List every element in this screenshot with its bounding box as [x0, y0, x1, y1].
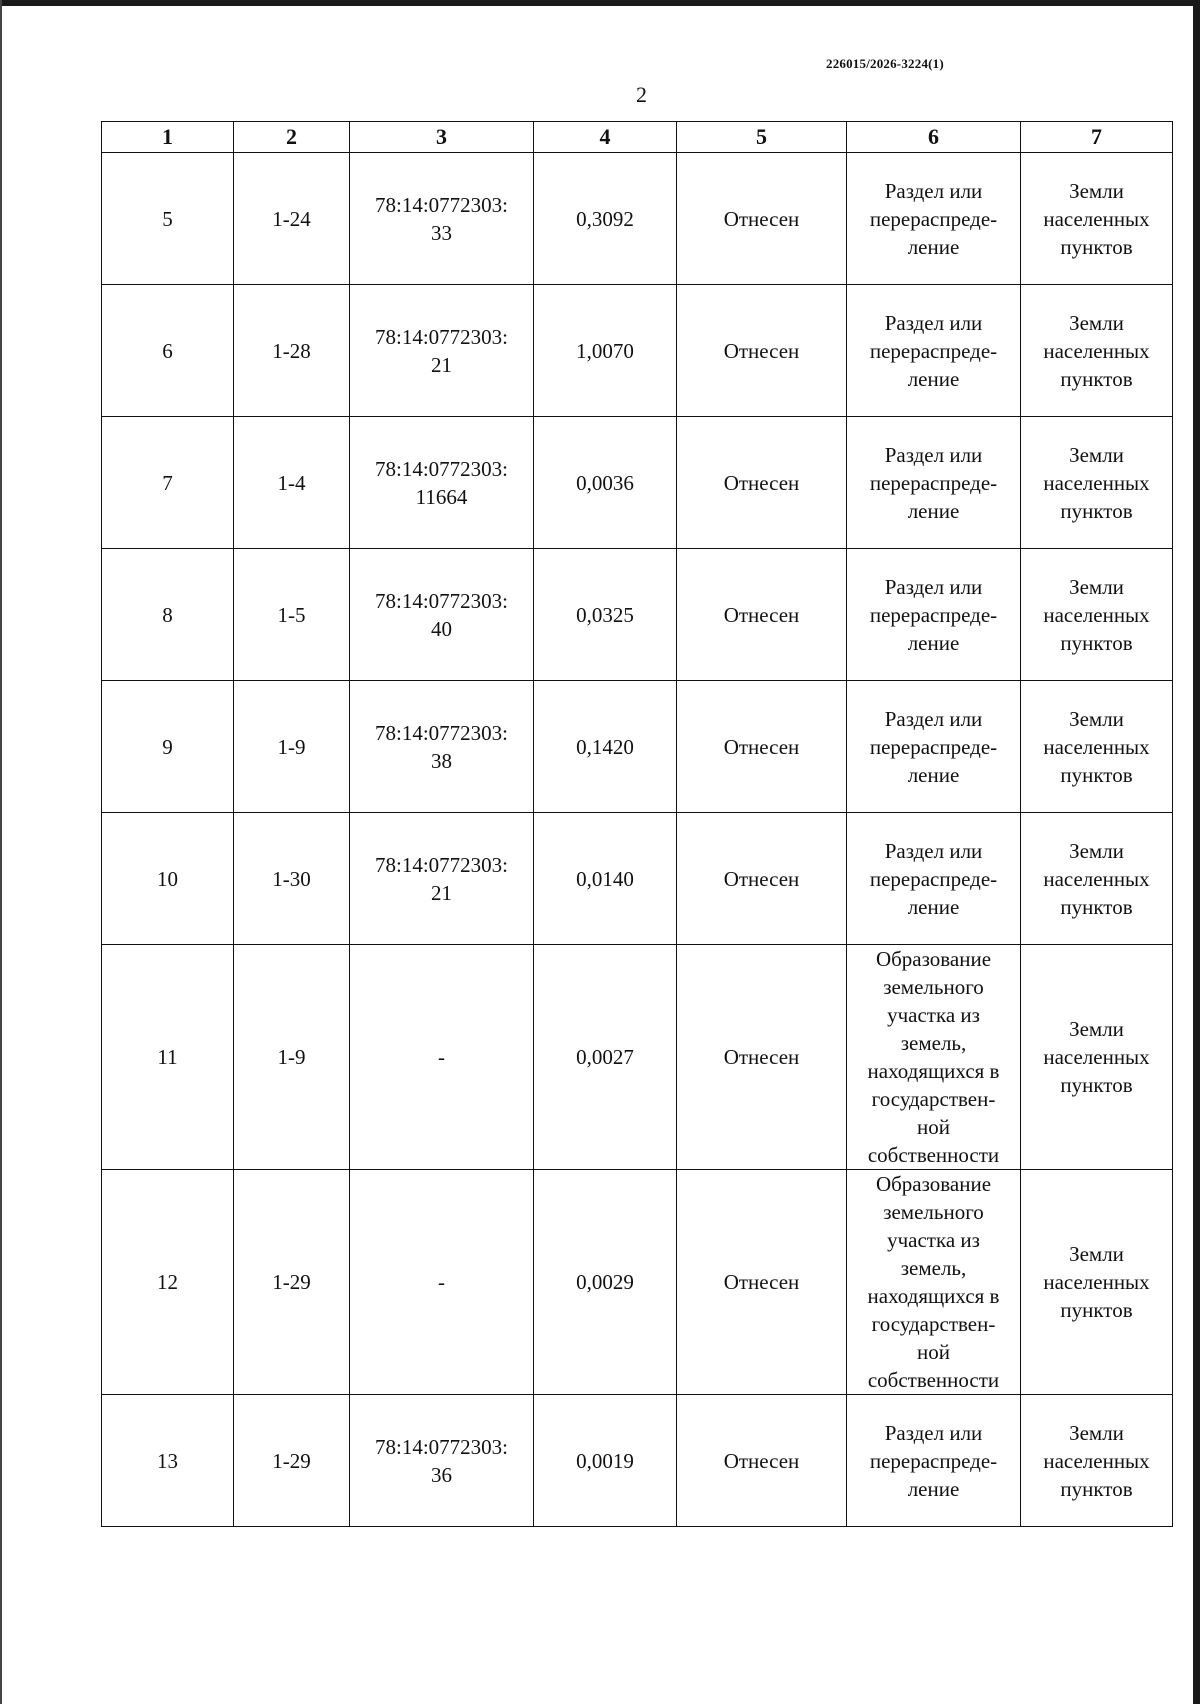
- cell-number: [102, 549, 234, 681]
- cell-land-category-line: пунктов: [1060, 498, 1133, 523]
- cell-status: [677, 417, 847, 549]
- cell-land-category-line: населенных: [1043, 602, 1150, 627]
- cell-method-line: ной: [917, 1115, 950, 1139]
- cell-method-line: находящихся в: [867, 1059, 1000, 1083]
- cell-area-line: 0,0325: [576, 602, 634, 627]
- document-number: 226015/2026-3224(1): [826, 56, 944, 71]
- cell-number: [102, 285, 234, 417]
- cell-number-line: 9: [162, 734, 173, 759]
- cell-area-line: 0,0029: [576, 1270, 634, 1294]
- cell-method-line: ление: [907, 630, 960, 655]
- column-header: 7: [1021, 122, 1173, 153]
- cell-zone-line: 1-24: [272, 206, 311, 231]
- table-body: [102, 153, 1173, 1527]
- cell-land-category-line: пунктов: [1060, 630, 1133, 655]
- table-row: [102, 417, 1173, 549]
- cell-method-line: Раздел или: [884, 310, 983, 335]
- column-header: 4: [534, 122, 677, 153]
- table-row: [102, 285, 1173, 417]
- cell-zone: [234, 681, 350, 813]
- cell-number: [102, 813, 234, 945]
- cell-status: [677, 153, 847, 285]
- cell-land-category-line: населенных: [1043, 470, 1150, 495]
- cell-number: [102, 1395, 234, 1527]
- cell-land-category-line: пунктов: [1060, 1476, 1133, 1501]
- cell-status-line: Отнесен: [723, 1448, 800, 1473]
- cell-area-line: 0,3092: [576, 206, 634, 231]
- cell-area: [534, 549, 677, 681]
- cell-status-line: Отнесен: [723, 602, 800, 627]
- cell-status: [677, 813, 847, 945]
- cell-cadastral-number: [350, 153, 534, 285]
- cell-cadastral-number-line: 78:14:0772303:: [374, 456, 508, 481]
- cell-method-line: находящихся в: [867, 1284, 1000, 1308]
- cell-cadastral-number-line: 21: [431, 352, 452, 377]
- cell-area-line: 0,1420: [576, 734, 634, 759]
- cell-zone-line: 1-9: [277, 734, 306, 759]
- cell-land-category-line: Земли: [1069, 310, 1124, 335]
- cell-number-line: 5: [162, 206, 173, 231]
- scan-border-left: [0, 0, 2, 1704]
- cell-method-line: Раздел или: [884, 838, 983, 863]
- cell-land-category-line: Земли: [1069, 574, 1124, 599]
- cell-status-line: Отнесен: [723, 206, 800, 231]
- cell-number-line: 10: [157, 866, 178, 891]
- cell-land-category: [1021, 1170, 1173, 1395]
- cell-area: [534, 153, 677, 285]
- cell-method-line: ление: [907, 234, 960, 259]
- cell-area-line: 0,0027: [576, 1045, 634, 1069]
- cell-method-line: собственности: [867, 1368, 1000, 1392]
- cell-cadastral-number: [350, 1395, 534, 1527]
- cell-zone-line: 1-5: [277, 602, 306, 627]
- land-plots-table: [101, 121, 1173, 1527]
- cell-zone: [234, 1170, 350, 1395]
- cell-method-line: государствен-: [871, 1312, 996, 1336]
- cell-land-category: [1021, 945, 1173, 1170]
- cell-method: [847, 153, 1021, 285]
- cell-land-category-line: населенных: [1043, 866, 1150, 891]
- cell-land-category: [1021, 285, 1173, 417]
- cell-land-category: [1021, 813, 1173, 945]
- cell-method-line: перераспреде-: [869, 206, 998, 231]
- cell-method-line: участка из: [887, 1003, 980, 1027]
- cell-cadastral-number: [350, 1170, 534, 1395]
- cell-land-category: [1021, 549, 1173, 681]
- cell-area: [534, 1170, 677, 1395]
- cell-status-line: Отнесен: [723, 866, 800, 891]
- cell-land-category: [1021, 417, 1173, 549]
- cell-zone-line: 1-28: [272, 338, 311, 363]
- cell-land-category-line: Земли: [1069, 1420, 1124, 1445]
- cell-zone-line: 1-29: [272, 1270, 311, 1294]
- cell-cadastral-number-line: 40: [431, 616, 452, 641]
- cell-zone: [234, 945, 350, 1170]
- table-row: [102, 813, 1173, 945]
- cell-zone: [234, 813, 350, 945]
- cell-method-line: земель,: [900, 1031, 967, 1055]
- scan-border-right: [1193, 0, 1200, 1704]
- cell-zone-line: 1-30: [272, 866, 311, 891]
- cell-number-line: 8: [162, 602, 173, 627]
- cell-area: [534, 1395, 677, 1527]
- cell-cadastral-number-line: -: [438, 1045, 445, 1069]
- cell-cadastral-number: [350, 681, 534, 813]
- cell-cadastral-number: [350, 549, 534, 681]
- cell-zone: [234, 417, 350, 549]
- cell-status-line: Отнесен: [723, 470, 800, 495]
- cell-method: [847, 1170, 1021, 1395]
- table-header-row: [102, 122, 1173, 153]
- cell-area: [534, 945, 677, 1170]
- cell-land-category-line: пунктов: [1060, 366, 1133, 391]
- cell-method-line: участка из: [887, 1228, 980, 1252]
- column-header: 1: [102, 122, 234, 153]
- cell-land-category-line: Земли: [1069, 706, 1124, 731]
- cell-land-category-line: пунктов: [1060, 762, 1133, 787]
- cell-area-line: 0,0036: [576, 470, 634, 495]
- cell-status-line: Отнесен: [723, 1045, 800, 1069]
- cell-method-line: Образование: [875, 1172, 992, 1196]
- cell-area-line: 0,0019: [576, 1448, 634, 1473]
- cell-land-category-line: пунктов: [1060, 894, 1133, 919]
- cell-zone: [234, 1395, 350, 1527]
- cell-method-line: перераспреде-: [869, 338, 998, 363]
- cell-status-line: Отнесен: [723, 734, 800, 759]
- table-row: [102, 153, 1173, 285]
- cell-cadastral-number-line: 78:14:0772303:: [374, 192, 508, 217]
- cell-method: [847, 813, 1021, 945]
- cell-land-category-line: населенных: [1043, 1448, 1150, 1473]
- cell-status: [677, 285, 847, 417]
- cell-land-category-line: Земли: [1069, 442, 1124, 467]
- cell-land-category-line: Земли: [1069, 178, 1124, 203]
- cell-method-line: ление: [907, 762, 960, 787]
- cell-method-line: ной: [917, 1340, 950, 1364]
- cell-number-line: 6: [162, 338, 173, 363]
- cell-method-line: земельного: [883, 975, 984, 999]
- cell-area-line: 0,0140: [576, 866, 634, 891]
- scan-border-top: [0, 0, 1200, 6]
- table-row: [102, 1395, 1173, 1527]
- cell-method-line: земельного: [883, 1200, 984, 1224]
- cell-area: [534, 813, 677, 945]
- cell-method-line: перераспреде-: [869, 734, 998, 759]
- cell-cadastral-number-line: 78:14:0772303:: [374, 720, 508, 745]
- cell-cadastral-number-line: 36: [431, 1462, 452, 1487]
- cell-number-line: 13: [157, 1448, 178, 1473]
- cell-land-category-line: населенных: [1043, 1045, 1150, 1069]
- column-header: 2: [234, 122, 350, 153]
- page-number: 2: [636, 82, 647, 107]
- cell-method: [847, 285, 1021, 417]
- column-header: 6: [847, 122, 1021, 153]
- cell-method-line: Раздел или: [884, 706, 983, 731]
- cell-land-category-line: населенных: [1043, 206, 1150, 231]
- cell-cadastral-number: [350, 285, 534, 417]
- cell-method-line: перераспреде-: [869, 470, 998, 495]
- cell-area: [534, 285, 677, 417]
- cell-area-line: 1,0070: [576, 338, 634, 363]
- cell-method: [847, 549, 1021, 681]
- cell-cadastral-number-line: 21: [431, 880, 452, 905]
- cell-cadastral-number-line: 78:14:0772303:: [374, 324, 508, 349]
- cell-status-line: Отнесен: [723, 338, 800, 363]
- cell-land-category-line: Земли: [1069, 838, 1124, 863]
- column-header: 3: [350, 122, 534, 153]
- cell-status-line: Отнесен: [723, 1270, 800, 1294]
- cell-cadastral-number-line: 78:14:0772303:: [374, 852, 508, 877]
- cell-status: [677, 945, 847, 1170]
- table-row: [102, 1170, 1173, 1395]
- cell-cadastral-number-line: -: [438, 1270, 445, 1294]
- cell-method-line: ление: [907, 366, 960, 391]
- cell-method-line: перераспреде-: [869, 602, 998, 627]
- cell-land-category-line: Земли: [1069, 1017, 1124, 1041]
- column-header: 5: [677, 122, 847, 153]
- cell-zone: [234, 285, 350, 417]
- cell-land-category-line: Земли: [1069, 1242, 1124, 1266]
- cell-zone-line: 1-29: [272, 1448, 311, 1473]
- cell-method-line: Образование: [875, 947, 992, 971]
- cell-number-line: 7: [162, 470, 173, 495]
- cell-method-line: Раздел или: [884, 442, 983, 467]
- cell-area: [534, 417, 677, 549]
- cell-land-category-line: населенных: [1043, 338, 1150, 363]
- cell-method-line: государствен-: [871, 1087, 996, 1111]
- cell-method-line: перераспреде-: [869, 1448, 998, 1473]
- cell-area: [534, 681, 677, 813]
- cell-status: [677, 549, 847, 681]
- cell-method-line: ление: [907, 498, 960, 523]
- cell-land-category-line: населенных: [1043, 1270, 1150, 1294]
- cell-zone: [234, 549, 350, 681]
- cell-cadastral-number-line: 38: [431, 748, 452, 773]
- cell-method-line: Раздел или: [884, 1420, 983, 1445]
- cell-land-category-line: населенных: [1043, 734, 1150, 759]
- cell-cadastral-number-line: 11664: [415, 484, 468, 509]
- cell-number: [102, 417, 234, 549]
- cell-land-category: [1021, 681, 1173, 813]
- cell-number: [102, 945, 234, 1170]
- cell-zone: [234, 153, 350, 285]
- cell-status: [677, 681, 847, 813]
- cell-method-line: Раздел или: [884, 574, 983, 599]
- cell-zone-line: 1-4: [277, 470, 306, 495]
- cell-method: [847, 681, 1021, 813]
- table-row: [102, 549, 1173, 681]
- cell-method: [847, 1395, 1021, 1527]
- cell-cadastral-number: [350, 945, 534, 1170]
- cell-number-line: 11: [157, 1045, 178, 1069]
- cell-method-line: Раздел или: [884, 178, 983, 203]
- cell-number: [102, 153, 234, 285]
- cell-land-category-line: пунктов: [1060, 1073, 1133, 1097]
- cell-status: [677, 1170, 847, 1395]
- cell-number-line: 12: [157, 1270, 178, 1294]
- cell-land-category: [1021, 1395, 1173, 1527]
- table-row: [102, 945, 1173, 1170]
- cell-status: [677, 1395, 847, 1527]
- cell-method-line: ление: [907, 1476, 960, 1501]
- cell-cadastral-number: [350, 813, 534, 945]
- cell-method-line: ление: [907, 894, 960, 919]
- cell-method: [847, 417, 1021, 549]
- cell-cadastral-number-line: 78:14:0772303:: [374, 588, 508, 613]
- cell-cadastral-number: [350, 417, 534, 549]
- cell-cadastral-number-line: 33: [431, 220, 452, 245]
- table-row: [102, 681, 1173, 813]
- cell-method-line: земель,: [900, 1256, 967, 1280]
- cell-number: [102, 681, 234, 813]
- cell-cadastral-number-line: 78:14:0772303:: [374, 1434, 508, 1459]
- cell-land-category: [1021, 153, 1173, 285]
- cell-method-line: перераспреде-: [869, 866, 998, 891]
- cell-land-category-line: пунктов: [1060, 234, 1133, 259]
- cell-method: [847, 945, 1021, 1170]
- cell-land-category-line: пунктов: [1060, 1298, 1133, 1322]
- cell-number: [102, 1170, 234, 1395]
- cell-method-line: собственности: [867, 1143, 1000, 1167]
- cell-zone-line: 1-9: [277, 1045, 306, 1069]
